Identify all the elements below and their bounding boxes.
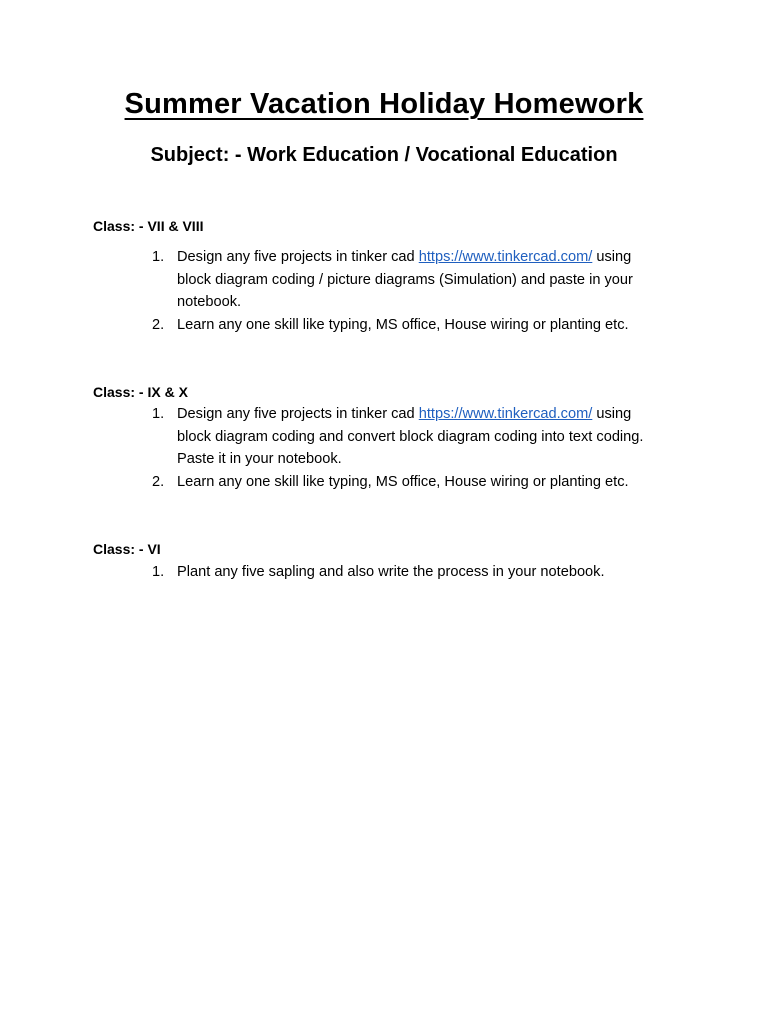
list-item [0,403,667,471]
list-item [0,246,667,314]
document-title: Summer Vacation Holiday Homework [124,88,644,120]
item-text: Plant any five sapling and also write the process in your notebook. [177,564,605,580]
class-heading-vii-viii: Class: - VII & VIII [93,218,204,234]
item-text: using block diagram coding and convert block diagram coding into text coding. Paste it in your notebook. [177,406,644,467]
item-text: Design any five projects in tinker cad [177,406,419,422]
item-text: Design any five projects in tinker cad [177,249,419,265]
task-list-ix-x [0,403,768,493]
item-number: 1. [152,564,165,580]
tinkercad-link[interactable]: https://www.tinkercad.com/ [418,249,593,265]
class-heading-ix-x: Class: - IX & X [93,384,188,400]
item-text: using block diagram coding / picture diagrams (Simulation) and paste in your notebook. [177,249,633,310]
item-number: 1. [152,406,165,422]
item-number: 2. [152,473,165,490]
item-text: Learn any one skill like typing, MS office, House wiring or planting etc. [177,473,629,490]
task-list-vii-viii [0,246,768,336]
list-item [0,314,667,337]
item-number: 1. [152,249,165,265]
document-subject: Subject: - Work Education / Vocational Education [150,144,618,166]
item-number: 2. [152,316,165,333]
tinkercad-link[interactable]: https://www.tinkercad.com/ [418,406,593,422]
item-text: Learn any one skill like typing, MS office, House wiring or planting etc. [177,316,629,333]
class-heading-vi: Class: - VI [93,541,161,557]
task-list-vi [0,561,768,584]
list-item [0,471,667,494]
list-item [0,561,667,584]
